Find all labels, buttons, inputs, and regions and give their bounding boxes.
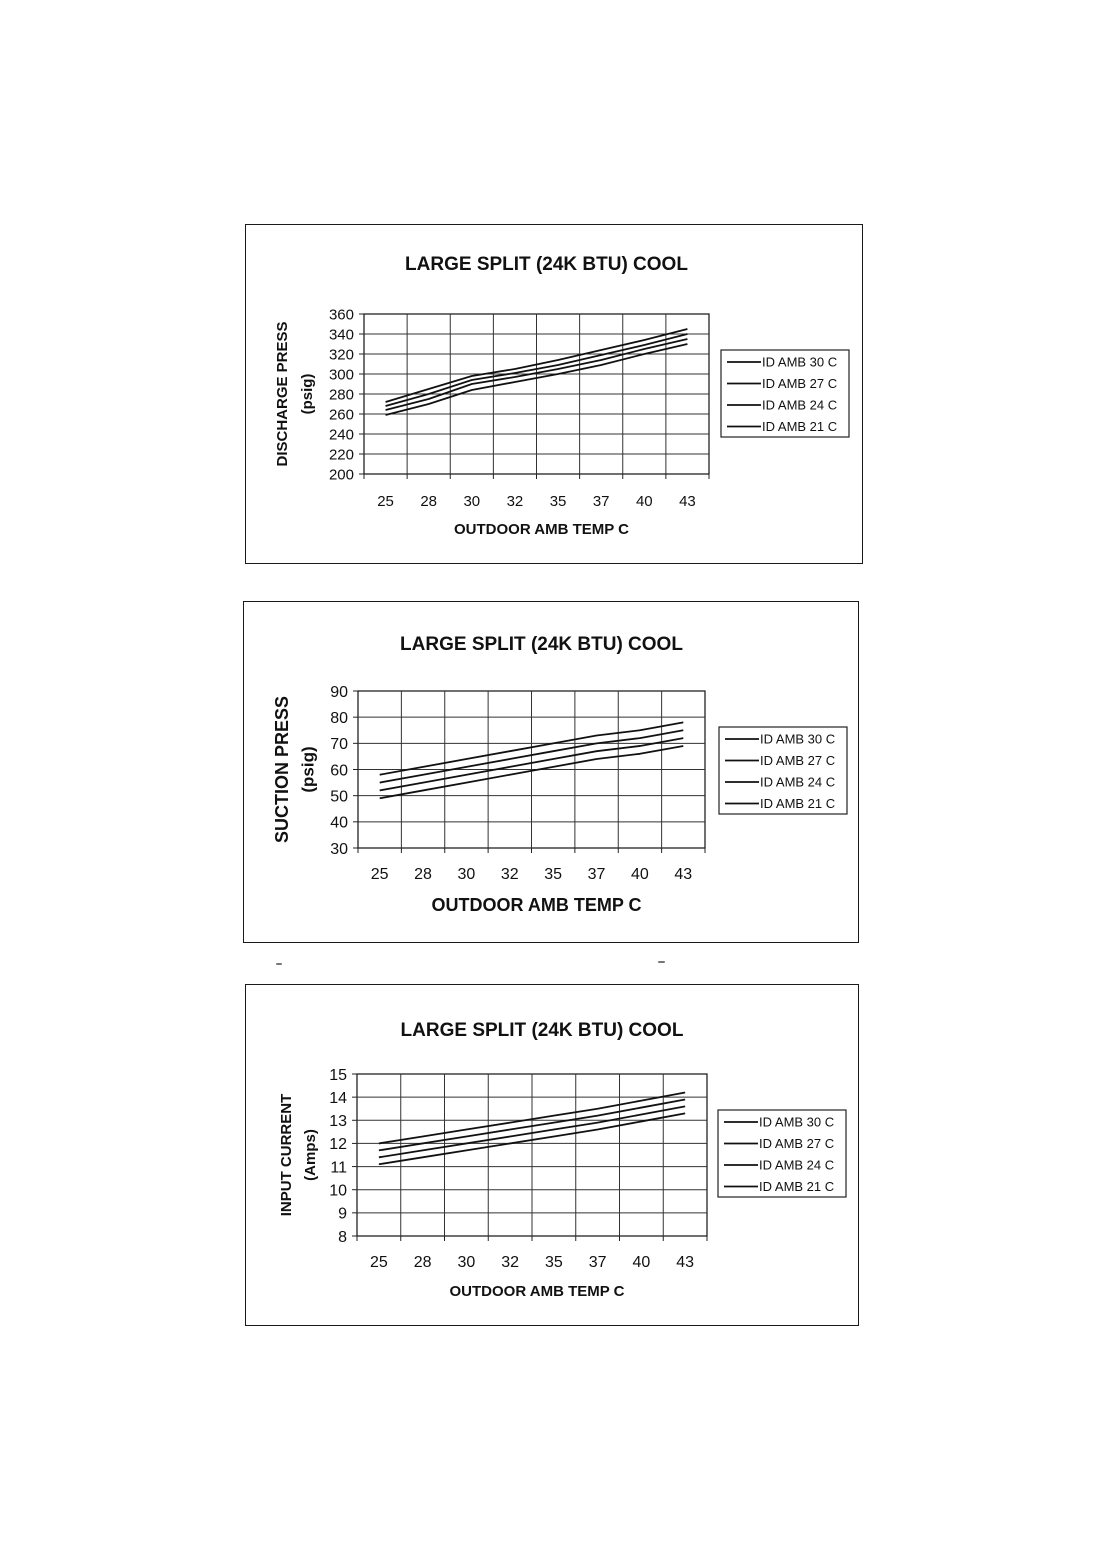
y-tick-label: 60: [330, 762, 348, 780]
legend-label: ID AMB 21 C: [762, 419, 838, 435]
y-tick-label: 200: [328, 466, 354, 484]
legend-label: ID AMB 24 C: [759, 1157, 835, 1173]
x-tick-label: 43: [679, 493, 696, 510]
y-tick-label: 80: [330, 709, 348, 727]
x-tick-label: 32: [501, 1254, 520, 1271]
y-tick-label: 11: [330, 1159, 347, 1177]
y-axis-label: INPUT CURRENT: [277, 1093, 295, 1217]
y-tick-label: 260: [328, 406, 354, 424]
x-tick-label: 37: [587, 866, 606, 883]
chart-discharge-pressure: [246, 225, 861, 562]
scan-speck: [276, 963, 282, 965]
x-tick-label: 30: [463, 493, 481, 510]
y-tick-label: 360: [328, 306, 354, 324]
x-tick-label: 35: [549, 493, 567, 510]
x-tick-label: 28: [414, 866, 432, 883]
y-tick-label: 40: [330, 814, 348, 832]
y-tick-label: 320: [328, 346, 354, 364]
y-axis-label: SUCTION PRESS: [271, 695, 292, 844]
x-axis-label: OUTDOOR AMB TEMP C: [449, 1283, 625, 1300]
y-tick-label: 12: [329, 1136, 347, 1154]
x-tick-label: 37: [592, 493, 610, 510]
y-tick-label: 50: [330, 788, 348, 806]
x-tick-label: 25: [369, 1254, 388, 1271]
legend-label: ID AMB 30 C: [760, 731, 836, 747]
y-tick-label: 8: [338, 1228, 347, 1246]
x-axis-label: OUTDOOR AMB TEMP C: [431, 895, 642, 915]
y-tick-label: 30: [330, 840, 348, 858]
chart-input-current: [246, 985, 857, 1324]
x-tick-label: 37: [588, 1254, 607, 1271]
y-axis-label: DISCHARGE PRESS: [273, 321, 291, 467]
y-tick-label: 300: [328, 366, 354, 384]
chart-title: LARGE SPLIT (24K BTU) COOL: [405, 254, 688, 275]
x-tick-label: 25: [377, 493, 394, 510]
scan-speck: [658, 961, 665, 963]
chart-panel-suction-pressure: [243, 601, 859, 943]
y-tick-label: 220: [328, 446, 354, 464]
y-tick-label: 280: [328, 386, 354, 404]
legend-label: ID AMB 21 C: [760, 796, 836, 812]
chart-panel-discharge-pressure: [245, 224, 863, 564]
x-tick-label: 35: [544, 866, 563, 883]
legend-label: ID AMB 27 C: [759, 1136, 835, 1152]
x-tick-label: 43: [676, 1254, 695, 1271]
y-tick-label: 10: [329, 1182, 347, 1200]
x-tick-label: 40: [631, 866, 649, 883]
chart-title: LARGE SPLIT (24K BTU) COOL: [400, 1020, 684, 1041]
x-tick-label: 32: [506, 493, 524, 510]
y-tick-label: 90: [330, 683, 348, 701]
x-tick-label: 28: [420, 493, 438, 510]
legend-label: ID AMB 30 C: [762, 354, 838, 370]
y-axis-unit-label: (psig): [298, 746, 318, 793]
x-tick-label: 35: [544, 1254, 563, 1271]
y-axis-unit-label: (psig): [298, 373, 316, 415]
y-tick-label: 9: [338, 1205, 347, 1223]
x-tick-label: 40: [632, 1254, 651, 1271]
y-tick-label: 240: [328, 426, 354, 444]
legend-label: ID AMB 24 C: [762, 397, 838, 413]
legend-label: ID AMB 27 C: [760, 753, 836, 769]
y-axis-unit-label: (Amps): [301, 1129, 319, 1181]
legend-label: ID AMB 30 C: [759, 1114, 835, 1130]
y-tick-label: 14: [329, 1089, 347, 1107]
y-tick-label: 70: [330, 736, 348, 754]
x-tick-label: 28: [413, 1254, 432, 1271]
legend-label: ID AMB 21 C: [759, 1179, 835, 1195]
x-tick-label: 40: [635, 493, 653, 510]
chart-panel-input-current: [245, 984, 859, 1326]
x-tick-label: 30: [457, 866, 476, 883]
legend-label: ID AMB 24 C: [760, 774, 836, 790]
chart-suction-pressure: [244, 602, 857, 941]
x-tick-label: 30: [457, 1254, 476, 1271]
y-tick-label: 15: [329, 1066, 347, 1084]
x-tick-label: 32: [500, 866, 519, 883]
y-tick-label: 340: [328, 326, 354, 344]
legend-label: ID AMB 27 C: [762, 376, 838, 392]
x-tick-label: 25: [370, 866, 389, 883]
chart-title: LARGE SPLIT (24K BTU) COOL: [400, 634, 683, 655]
x-axis-label: OUTDOOR AMB TEMP C: [454, 521, 629, 538]
x-tick-label: 43: [674, 866, 693, 883]
y-tick-label: 13: [329, 1113, 347, 1131]
